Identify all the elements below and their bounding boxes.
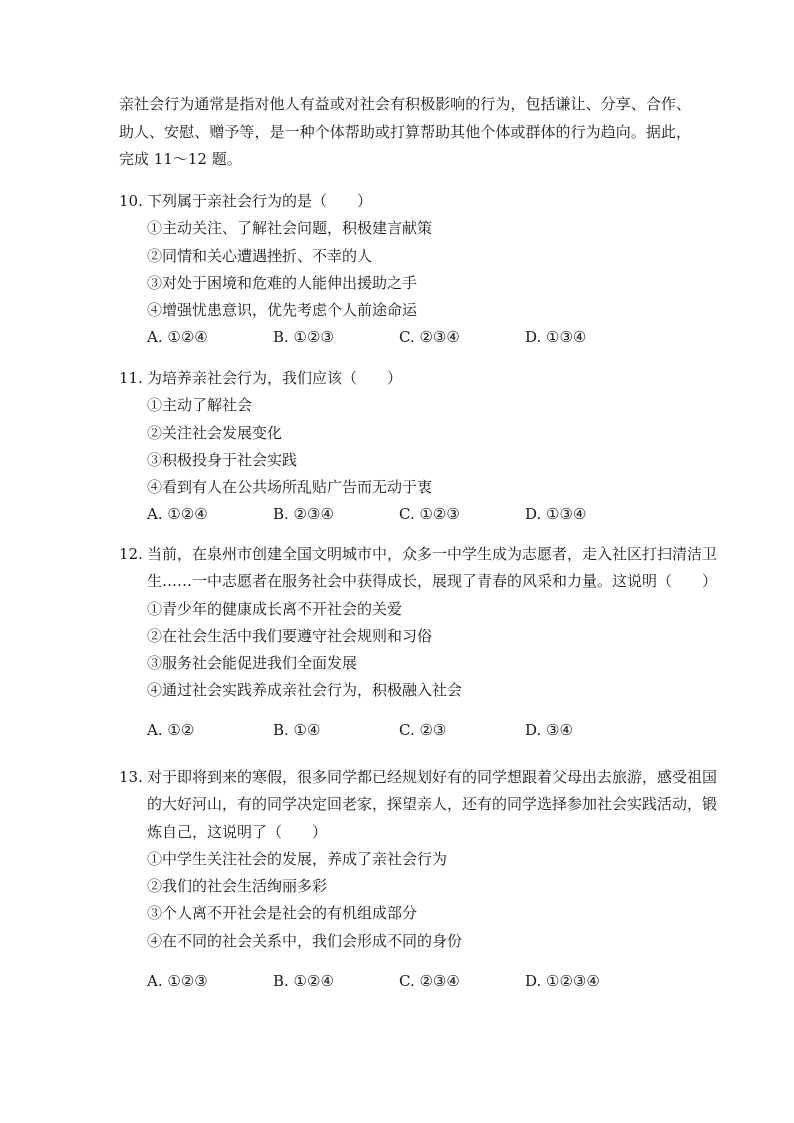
- option-d: D. ①③④: [525, 328, 587, 347]
- question-item: ①主动关注、了解社会问题，积极建言献策: [147, 219, 433, 238]
- option-c: C. ②③④: [399, 328, 460, 347]
- answer-options: [147, 501, 699, 528]
- question-item: ①主动了解社会: [147, 396, 253, 415]
- question-10: [119, 188, 699, 351]
- intro-paragraph: [119, 91, 691, 174]
- question-item: ①中学生关注社会的发展，养成了亲社会行为: [147, 849, 448, 868]
- question-item: ①青少年的健康成长离不开社会的关爱: [147, 599, 403, 618]
- question-item: ③积极投身于社会实践: [147, 450, 298, 469]
- question-item: ②同情和关心遭遇挫折、不幸的人: [147, 246, 373, 265]
- question-11: [119, 365, 699, 528]
- answer-options: [147, 324, 699, 351]
- question-item: ③对处于困境和危难的人能伸出援助之手: [147, 273, 418, 292]
- option-b: B. ①②④: [273, 972, 334, 991]
- option-b: B. ①②③: [273, 328, 334, 347]
- option-b: B. ②③④: [273, 505, 334, 524]
- question-number: 12.: [119, 545, 143, 563]
- question-stem: 的大好河山，有的同学决定回老家，探望亲人，还有的同学选择参加社会实践活动，锻: [147, 795, 718, 814]
- option-d: D. ③④: [525, 720, 573, 739]
- option-d: D. ①②③④: [525, 972, 600, 991]
- question-item: ④在不同的社会关系中，我们会形成不同的身份: [147, 931, 463, 950]
- question-stem: 当前，在泉州市创建全国文明城市中，众多一中学生成为志愿者，走入社区打扫清洁卫: [147, 545, 718, 563]
- option-a: A. ①②④: [147, 328, 208, 347]
- question-stem: 生……一中志愿者在服务社会中获得成长，展现了青春的风采和力量。这说明（ ）: [147, 572, 718, 591]
- option-a: A. ①②④: [147, 505, 208, 524]
- option-b: B. ①④: [273, 720, 321, 739]
- question-stem: 对于即将到来的寒假，很多同学都已经规划好有的同学想跟着父母出去旅游，感受祖国: [147, 768, 718, 786]
- question-item: ②关注社会发展变化: [147, 423, 283, 442]
- answer-options: [147, 717, 699, 744]
- question-item: ②我们的社会生活绚丽多彩: [147, 877, 328, 896]
- option-c: C. ①②③: [399, 505, 460, 524]
- option-a: A. ①②③: [147, 972, 208, 991]
- question-item: ④增强忧患意识，优先考虑个人前途命运: [147, 301, 418, 320]
- option-a: A. ①②: [147, 720, 195, 739]
- option-c: C. ②③: [399, 720, 447, 739]
- answer-options: [147, 968, 699, 995]
- question-stem: 为培养亲社会行为，我们应该（ ）: [147, 369, 403, 387]
- question-item: ②在社会生活中我们要遵守社会规则和习俗: [147, 626, 433, 645]
- question-13: [119, 764, 718, 995]
- question-number: 10.: [119, 192, 143, 210]
- question-number: 11.: [119, 369, 143, 387]
- option-c: C. ②③④: [399, 972, 460, 991]
- question-item: ③个人离不开社会是社会的有机组成部分: [147, 904, 418, 923]
- intro-text: 亲社会行为通常是指对他人有益或对社会有积极影响的行为，包括谦让、分享、合作、助人、安慰、赠予等，是一种个体帮助或打算帮助其他个体或群体的行为趋向。据此，完成 11～12 题。: [119, 95, 691, 168]
- question-item: ④看到有人在公共场所乱贴广告而无动于衷: [147, 478, 433, 497]
- question-stem: 炼自己，这说明了（ ）: [147, 822, 328, 841]
- question-number: 13.: [119, 768, 143, 786]
- question-item: ③服务社会能促进我们全面发展: [147, 654, 358, 673]
- question-item: ④通过社会实践养成亲社会行为，积极融入社会: [147, 681, 463, 700]
- question-stem: 下列属于亲社会行为的是（ ）: [147, 192, 373, 210]
- option-d: D. ①③④: [525, 505, 587, 524]
- question-12: [119, 541, 718, 744]
